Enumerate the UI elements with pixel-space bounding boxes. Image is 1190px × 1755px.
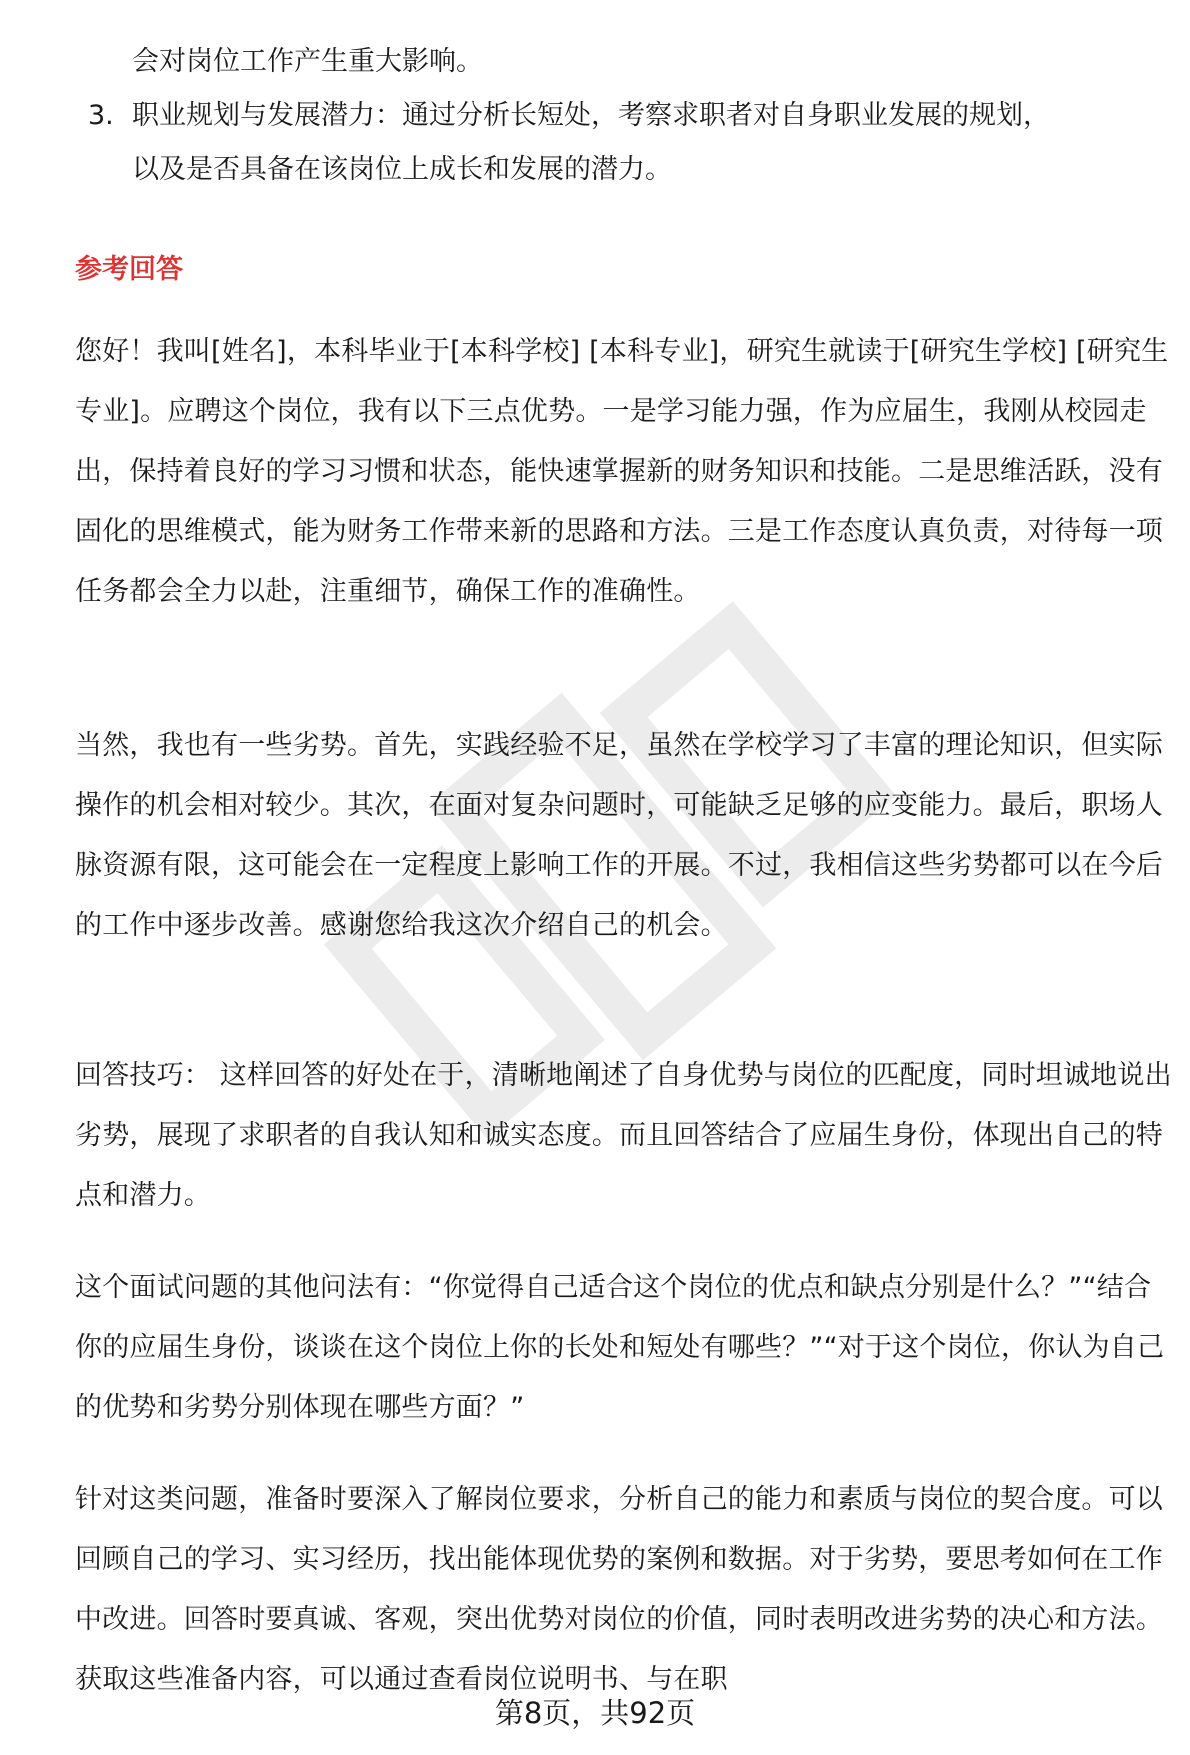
list-continuation-line: 会对岗位工作产生重大影响。 [132,46,483,77]
section-heading: 参考回答 [75,254,183,285]
paragraph-alternatives: 这个面试问题的其他问法有：“你觉得自己适合这个岗位的优点和缺点分别是什么？”“结合你的应届生身份，谈谈在这个岗位上你的长处和短处有哪些？”“对于这个岗位，你认为自己的优势和劣势分别体现在哪些方面？” [75,1272,1165,1423]
paragraph-answer: 您好！我叫[姓名]，本科毕业于[本科学校] [本科专业]，研究生就读于[研究生学校] [研究生专业]。应聘这个岗位，我有以下三点优势。一是学习能力强，作为应届生，我刚从校园走出，保持着良好的学习习惯和状态，能快速掌握新的财务知识和技能。二是思维活跃，没有固化的思维模式，能为财务工作带来新的思路和方法。三是工作态度认真负责，对待每一项任务都会全力以赴，注重细节，确保工作的准确性。 [75,336,1169,607]
paragraph-preparation: 针对这类问题，准备时要深入了解岗位要求，分析自己的能力和素质与岗位的契合度。可以回顾自己的学习、实习经历，找出能体现优势的案例和数据。对于劣势，要思考如何在工作中改进。回答时要真诚、客观，突出优势对岗位的价值，同时表明改进劣势的决心和方法。获取这些准备内容，可以通过查看岗位说明书、与在职 [75,1484,1163,1695]
list-item-text-line2: 以及是否具备在该岗位上成长和发展的潜力。 [132,154,672,185]
list-item-text-line1: 职业规划与发展潜力：通过分析长短处，考察求职者对自身职业发展的规划， [132,100,1050,131]
list-item-number: 3. [88,100,114,131]
paragraph-tips: 回答技巧： 这样回答的好处在于，清晰地阐述了自身优势与岗位的匹配度，同时坦诚地说出劣势，展现了求职者的自我认知和诚实态度。而且回答结合了应届生身份，体现出自己的特点和潜力。 [75,1060,1172,1211]
paragraph-weaknesses: 当然，我也有一些劣势。首先，实践经验不足，虽然在学校学习了丰富的理论知识，但实际操作的机会相对较少。其次，在面对复杂问题时，可能缺乏足够的应变能力。最后，职场人脉资源有限，这可能会在一定程度上影响工作的开展。不过，我相信这些劣势都可以在今后的工作中逐步改善。感谢您给我这次介绍自己的机会。 [75,730,1163,941]
page-number-footer: 第8页，共92页 [494,1696,696,1730]
